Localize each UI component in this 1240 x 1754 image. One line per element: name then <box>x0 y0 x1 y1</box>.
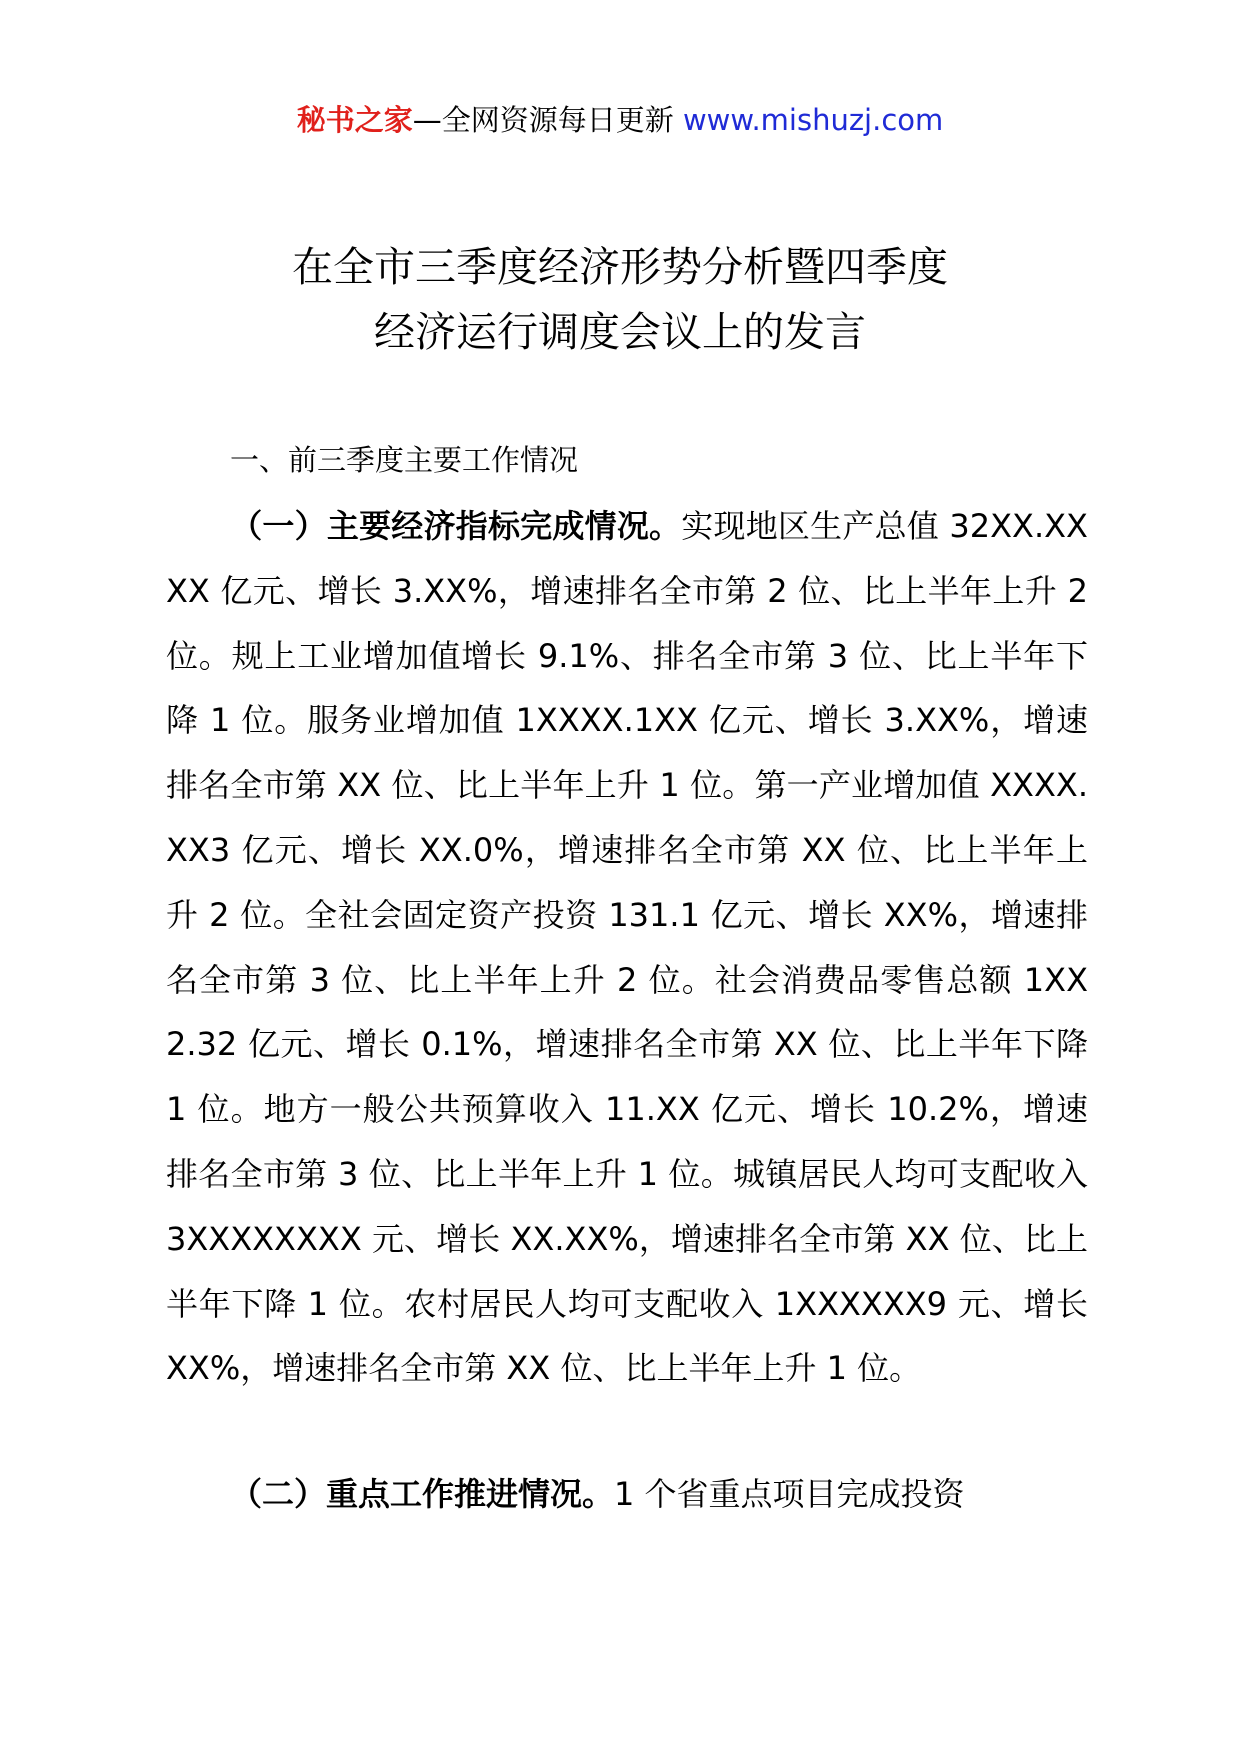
paragraph-lead: （二）重点工作推进情况。 <box>230 1475 615 1513</box>
paragraph-text: 实现地区生产总值 32XX.XXXX 亿元、增长 3.XX%，增速排名全市第 2 位、比上半年上升 2 位。规上工业增加值增长 9.1%、排名全市第 3 位、比上半年下降 1 位。服务业增加值 1XXXX.1XX 亿元、增长 3.XX%，增速排名全市第 XX 位、比上半年上升 1 位。第一产业增加值 XXXX.XX3 亿元、增长 XX.0%，增速排名全市第 XX 位、比上半年上升 2 位。全社会固定资产投资 131.1 亿元、增长 XX%，增速排名全市第 3 位、比上半年上升 2 位。社会消费品零售总额 1XX2.32 亿元、增长 0.1%，增速排名全市第 XX 位、比上半年下降 1 位。地方一般公共预算收入 11.XX 亿元、增长 10.2%，增速排名全市第 3 位、比上半年上升 1 位。城镇居民人均可支配收入 3XXXXXXXX 元、增长 XX.XX%，增速排名全市第 XX 位、比上半年下降 1 位。农村居民人均可支配收入 1XXXXXX9 元、增长 XX%，增速排名全市第 XX 位、比上半年上升 1 位。 <box>166 507 1088 1388</box>
site-brand: 秘书之家 <box>296 103 413 137</box>
paragraph-economic-indicators <box>166 494 1088 1401</box>
document-title-line-1: 在全市三季度经济形势分析暨四季度 <box>292 243 948 291</box>
paragraph-text: 1 个省重点项目完成投资 <box>614 1475 965 1513</box>
site-url-link[interactable]: www.mishuzj.com <box>682 103 944 137</box>
section-heading: 一、前三季度主要工作情况 <box>230 443 579 477</box>
site-header <box>0 100 1240 140</box>
paragraph-key-work <box>166 1462 1088 1527</box>
site-tagline: —全网资源每日更新 <box>412 103 683 137</box>
document-title-line-2: 经济运行调度会议上的发言 <box>374 308 866 356</box>
paragraph-lead: （一）主要经济指标完成情况。 <box>230 507 682 545</box>
